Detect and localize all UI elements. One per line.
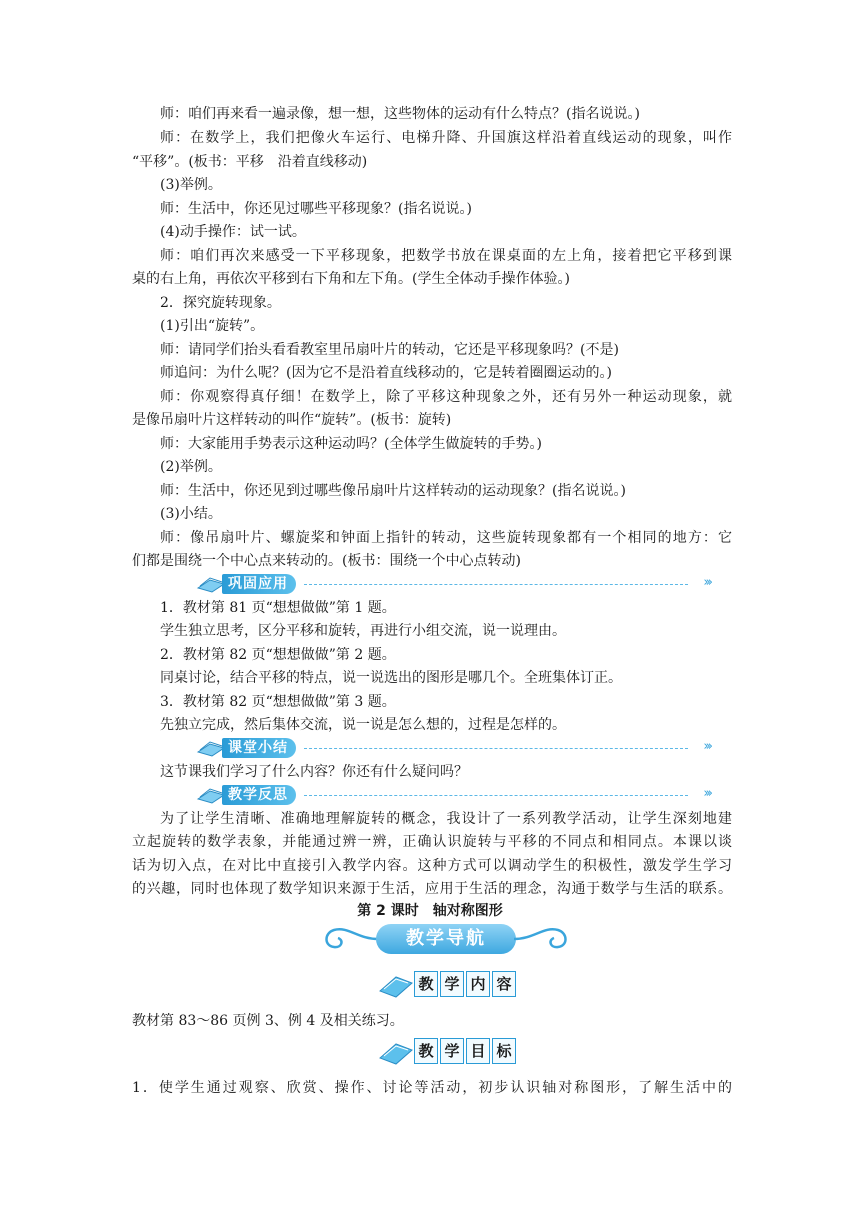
text-line: 1．使学生通过观察、欣赏、操作、讨论等活动，初步认识轴对称图形，了解生活中的 [132,1080,732,1096]
text-line: 教材第 83～86 页例 3、例 4 及相关练习。 [132,1013,404,1029]
text-line: (2)举例。 [160,459,222,475]
text-line: (3)举例。 [160,177,222,193]
text-line: 为了让学生清晰、准确地理解旋转的概念，我设计了一系列教学活动，让学生深刻地建 [160,811,732,827]
text-line: 师：你观察得真仔细！在数学上，除了平移这种现象之外，还有另外一种运动现象，就 [160,389,732,405]
nav-banner [318,922,574,956]
text-line: 2．探究旋转现象。 [160,295,281,311]
double-arrow-icon: ››› [703,739,710,754]
box-heading-char: 容 [492,971,516,997]
box-heading [378,971,514,999]
section-banner [196,736,716,760]
text-line: 先独立完成，然后集体交流，说一说是怎么想的，过程是怎样的。 [160,717,566,733]
text-line: 立起旋转的数学表象，并能通过辨一辨，正确认识旋转与平移的不同点和相同点。本课以谈 [132,834,732,850]
box-heading-char: 教 [414,971,438,997]
dashed-rule [304,748,688,749]
box-heading-char: 学 [440,1038,464,1064]
double-arrow-icon: ››› [703,575,710,590]
box-heading-char: 目 [466,1038,490,1064]
box-heading-char: 内 [466,971,490,997]
section-banner [196,783,716,807]
box-heading-char: 教 [414,1038,438,1064]
text-line: 桌的右上角，再依次平移到右下角和左下角。(学生全体动手操作体验。) [132,271,570,287]
swirl-left-icon [318,922,380,956]
dashed-rule [304,584,688,585]
text-line: (4)动手操作：试一试。 [160,224,306,240]
text-line: 3．教材第 82 页“想想做做”第 3 题。 [160,694,396,710]
text-line: 是像吊扇叶片这样转动的叫作“旋转”。(板书：旋转) [132,412,452,428]
box-heading-char: 学 [440,971,464,997]
text-line: 1．教材第 81 页“想想做做”第 1 题。 [160,600,396,616]
text-line: 的兴趣，同时也体现了数学知识来源于生活，应用于生活的理念，沟通于数学与生活的联系。 [132,881,732,897]
text-line: 学生独立思考，区分平移和旋转，再进行小组交流，说一说理由。 [160,623,566,639]
text-line: 师：咱们再来看一遍录像，想一想，这些物体的运动有什么特点？(指名说说。) [160,106,640,122]
text-line: 师：像吊扇叶片、螺旋桨和钟面上指针的转动，这些旋转现象都有一个相同的地方：它 [160,530,732,546]
text-line: (1)引出“旋转”。 [160,318,265,334]
section-banner-label: 巩固应用 [222,574,296,594]
section-banner [196,572,716,596]
box-heading [378,1038,514,1066]
text-line: “平移”。(板书：平移 沿着直线移动) [132,154,368,170]
text-line: 同桌讨论，结合平移的特点，说一说选出的图形是哪几个。全班集体订正。 [160,670,622,686]
text-line: 师：请同学们抬头看看教室里吊扇叶片的转动，它还是平移现象吗？(不是) [160,342,619,358]
book-icon [378,1038,414,1066]
text-line: 师：在数学上，我们把像火车运行、电梯升降、升国旗这样沿着直线运动的现象，叫作 [160,130,732,146]
nav-title: 教学导航 [376,924,516,954]
text-line: 师：生活中，你还见到过哪些像吊扇叶片这样转动的运动现象？(指名说说。) [160,483,626,499]
text-line: 们都是围绕一个中心点来转动的。(板书：围绕一个中心点转动) [132,553,521,569]
section-banner-label: 教学反思 [222,785,296,805]
text-line: 话为切入点，在对比中直接引入教学内容。这种方式可以调动学生的积极性，激发学生学习 [132,858,732,874]
text-line: 师：大家能用手势表示这种运动吗？(全体学生做旋转的手势。) [160,436,542,452]
text-line: 师：咱们再次来感受一下平移现象，把数学书放在课桌面的左上角，接着把它平移到课 [160,248,732,264]
swirl-right-icon [512,922,574,956]
double-arrow-icon: ››› [703,786,710,801]
text-line: (3)小结。 [160,506,222,522]
book-icon [378,971,414,999]
text-line: 这节课我们学习了什么内容？你还有什么疑问吗？ [160,764,468,780]
text-line: 2．教材第 82 页“想想做做”第 2 题。 [160,647,396,663]
text-line: 师：生活中，你还见过哪些平移现象？(指名说说。) [160,201,472,217]
dashed-rule [304,795,688,796]
box-heading-char: 标 [492,1038,516,1064]
section-banner-label: 课堂小结 [222,738,296,758]
text-line: 师追问：为什么呢？(因为它不是沿着直线移动的，它是转着圈圈运动的。) [160,365,612,381]
lesson-title: 第 2 课时 轴对称图形 [357,903,503,919]
